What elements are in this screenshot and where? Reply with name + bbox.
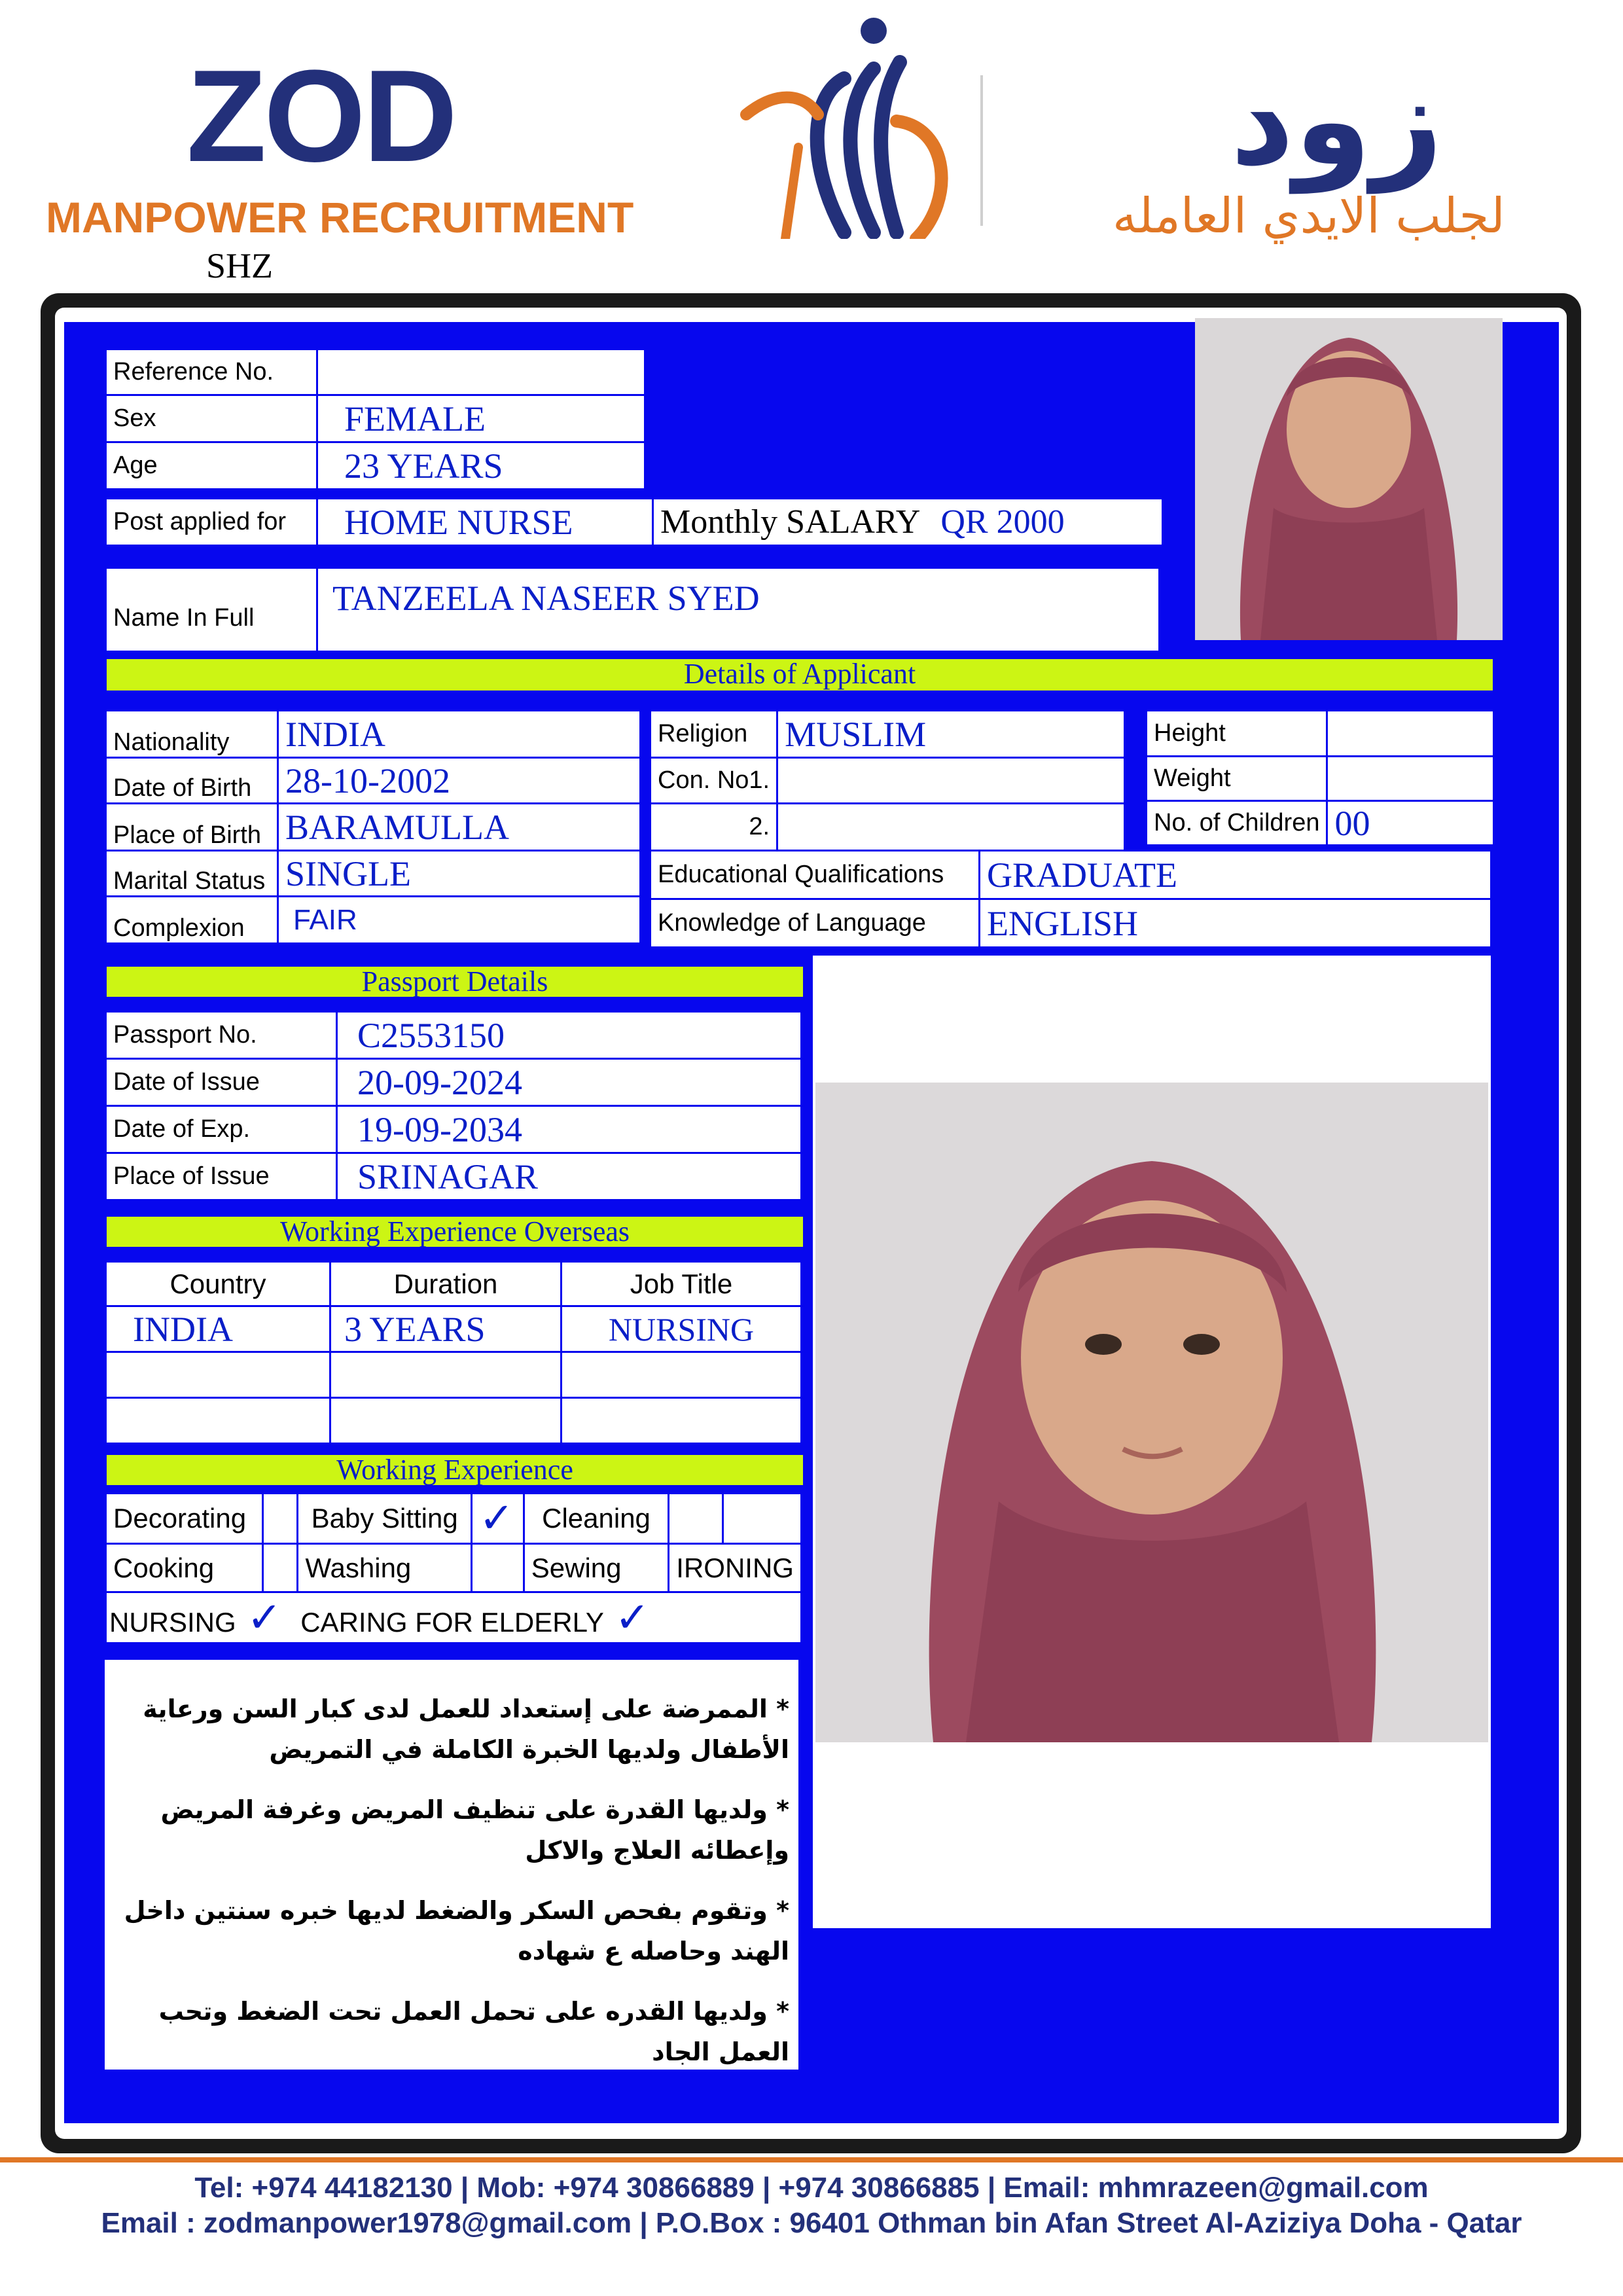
education-language-table bbox=[649, 850, 1492, 948]
religion-label: Religion bbox=[651, 711, 777, 758]
skills-table bbox=[105, 1492, 802, 1644]
pob-label: Place of Birth bbox=[106, 804, 278, 851]
salary-label: Monthly SALARY bbox=[660, 503, 919, 541]
basic-info-table bbox=[105, 348, 646, 490]
arabic-notes-box bbox=[105, 1660, 798, 2070]
children-label: No. of Children bbox=[1147, 801, 1327, 846]
skill-decorating: Decorating bbox=[106, 1494, 263, 1544]
skill-washing-check bbox=[471, 1544, 524, 1592]
post-label: Post applied for bbox=[106, 499, 317, 546]
note-item: * وتقوم بفحص السكر والضغط لديها خبره سنتين داخل الهند وحاصله ع شهاده bbox=[124, 1896, 789, 1965]
overseas-header-country: Country bbox=[106, 1262, 330, 1306]
skill-nursing: NURSING bbox=[109, 1606, 236, 1638]
note-item: * ولديها القدره على تحمل العمل تحت الضغط وتحب العمل الجاد bbox=[158, 1997, 789, 2066]
education-value: GRADUATE bbox=[980, 851, 1491, 899]
education-label: Educational Qualifications bbox=[651, 851, 980, 899]
skill-washing: Washing bbox=[298, 1544, 471, 1592]
overseas-table bbox=[105, 1261, 802, 1444]
con2-label: 2. bbox=[651, 804, 777, 851]
con1-label: Con. No1. bbox=[651, 758, 777, 804]
table-row bbox=[106, 1306, 802, 1352]
skill-baby-sitting: Baby Sitting bbox=[298, 1494, 471, 1544]
dob-value: 28-10-2002 bbox=[278, 758, 641, 804]
baby-sitting-check-icon: ✓ bbox=[471, 1494, 524, 1544]
overseas-job: NURSING bbox=[562, 1306, 802, 1352]
passport-no-value: C2553150 bbox=[337, 1012, 802, 1059]
skill-cooking-check bbox=[262, 1544, 298, 1592]
skill-ironing: IRONING bbox=[669, 1544, 802, 1592]
issue-date-value: 20-09-2024 bbox=[337, 1059, 802, 1106]
exp-date-label: Date of Exp. bbox=[106, 1106, 337, 1153]
arabic-brand: زود bbox=[1230, 48, 1443, 193]
overseas-header-job: Job Title bbox=[562, 1262, 802, 1306]
elderly-check-icon: ✓ bbox=[615, 1593, 650, 1642]
overseas-header-duration: Duration bbox=[330, 1262, 562, 1306]
marital-label: Marital Status bbox=[106, 851, 278, 897]
footer-divider bbox=[0, 2157, 1623, 2162]
nursing-check-icon: ✓ bbox=[247, 1593, 282, 1642]
note-item: * ولديها القدرة على تنظيف المريض وغرفة المريض وإعطائه العلاج والاكل bbox=[160, 1795, 789, 1865]
skill-decorating-check bbox=[262, 1494, 298, 1544]
arabic-subtitle: لجلب الايدي العامله bbox=[1113, 188, 1505, 244]
table-row bbox=[106, 1398, 802, 1444]
overseas-title-band: Working Experience Overseas bbox=[105, 1215, 805, 1249]
passport-table bbox=[105, 1011, 802, 1201]
table-row bbox=[106, 1352, 802, 1398]
height-label: Height bbox=[1147, 711, 1327, 757]
dob-label: Date of Birth bbox=[106, 758, 278, 804]
complexion-value: FAIR bbox=[278, 897, 641, 944]
salary-value: QR 2000 bbox=[940, 503, 1065, 541]
applicant-photo-small bbox=[1195, 318, 1503, 640]
physical-details-table bbox=[1145, 709, 1495, 846]
experience-title-band: Working Experience bbox=[105, 1453, 805, 1487]
marital-value: SINGLE bbox=[278, 851, 641, 897]
details-title-band: Details of Applicant bbox=[105, 657, 1495, 692]
skill-empty-cell bbox=[723, 1494, 802, 1544]
religion-value: MUSLIM bbox=[777, 711, 1125, 758]
language-label: Knowledge of Language bbox=[651, 899, 980, 948]
reference-value bbox=[317, 350, 645, 395]
applicant-photo-large bbox=[815, 1083, 1488, 1742]
sex-label: Sex bbox=[106, 395, 317, 442]
passport-no-label: Passport No. bbox=[106, 1012, 337, 1059]
overseas-duration: 3 YEARS bbox=[330, 1306, 562, 1352]
complexion-label: Complexion bbox=[106, 897, 278, 944]
con2-value bbox=[777, 804, 1125, 851]
overseas-cell bbox=[106, 1352, 330, 1398]
nationality-label: Nationality bbox=[106, 711, 278, 758]
issue-place-label: Place of Issue bbox=[106, 1153, 337, 1200]
skill-cooking: Cooking bbox=[106, 1544, 263, 1592]
personal-details-table bbox=[105, 709, 641, 944]
reference-label: Reference No. bbox=[106, 350, 317, 395]
skill-cleaning-check bbox=[669, 1494, 723, 1544]
age-label: Age bbox=[106, 442, 317, 490]
skill-elderly-care: CARING FOR ELDERLY bbox=[300, 1606, 604, 1638]
full-name-table bbox=[105, 567, 1160, 653]
exp-date-value: 19-09-2034 bbox=[337, 1106, 802, 1153]
issue-date-label: Date of Issue bbox=[106, 1059, 337, 1106]
height-value bbox=[1327, 711, 1494, 757]
sex-value: FEMALE bbox=[317, 395, 645, 442]
note-item: * الممرضة على إستعداد للعمل لدى كبار السن ورعاية الأطفال ولديها الخبرة الكاملة في التمريض bbox=[143, 1695, 789, 1764]
age-value: 23 YEARS bbox=[317, 442, 645, 490]
con1-value bbox=[777, 758, 1125, 804]
name-value: TANZEELA NASEER SYED bbox=[317, 568, 1160, 652]
language-value: ENGLISH bbox=[980, 899, 1491, 948]
issue-place-value: SRINAGAR bbox=[337, 1153, 802, 1200]
post-salary-table bbox=[105, 497, 1164, 547]
weight-value bbox=[1327, 757, 1494, 801]
post-value: HOME NURSE bbox=[317, 499, 653, 546]
overseas-cell bbox=[562, 1398, 802, 1444]
agent-code: SHZ bbox=[206, 246, 274, 285]
weight-label: Weight bbox=[1147, 757, 1327, 801]
nationality-value: INDIA bbox=[278, 711, 641, 758]
overseas-cell bbox=[330, 1352, 562, 1398]
footer-contact-line: Tel: +974 44182130 | Mob: +974 30866889 | +974 30866885 | Email: mhmrazeen@gmail.com bbox=[194, 2172, 1429, 2204]
overseas-cell bbox=[562, 1352, 802, 1398]
overseas-cell bbox=[330, 1398, 562, 1444]
skill-sewing: Sewing bbox=[524, 1544, 669, 1592]
religion-contact-table bbox=[649, 709, 1126, 852]
pob-value: BARAMULLA bbox=[278, 804, 641, 851]
overseas-cell bbox=[106, 1398, 330, 1444]
brand-subtitle: MANPOWER RECRUITMENT bbox=[46, 193, 634, 242]
children-value: 00 bbox=[1327, 801, 1494, 846]
skill-cleaning: Cleaning bbox=[524, 1494, 669, 1544]
passport-title-band: Passport Details bbox=[105, 965, 805, 999]
brand-logo-text: ZOD bbox=[187, 43, 455, 189]
name-label: Name In Full bbox=[106, 568, 317, 652]
overseas-country: INDIA bbox=[106, 1306, 330, 1352]
brand-figure-logo bbox=[733, 16, 995, 239]
footer-address-line: Email : zodmanpower1978@gmail.com | P.O.Box : 96401 Othman bin Afan Street Al-Aziziya Doha - Qatar bbox=[101, 2207, 1522, 2239]
